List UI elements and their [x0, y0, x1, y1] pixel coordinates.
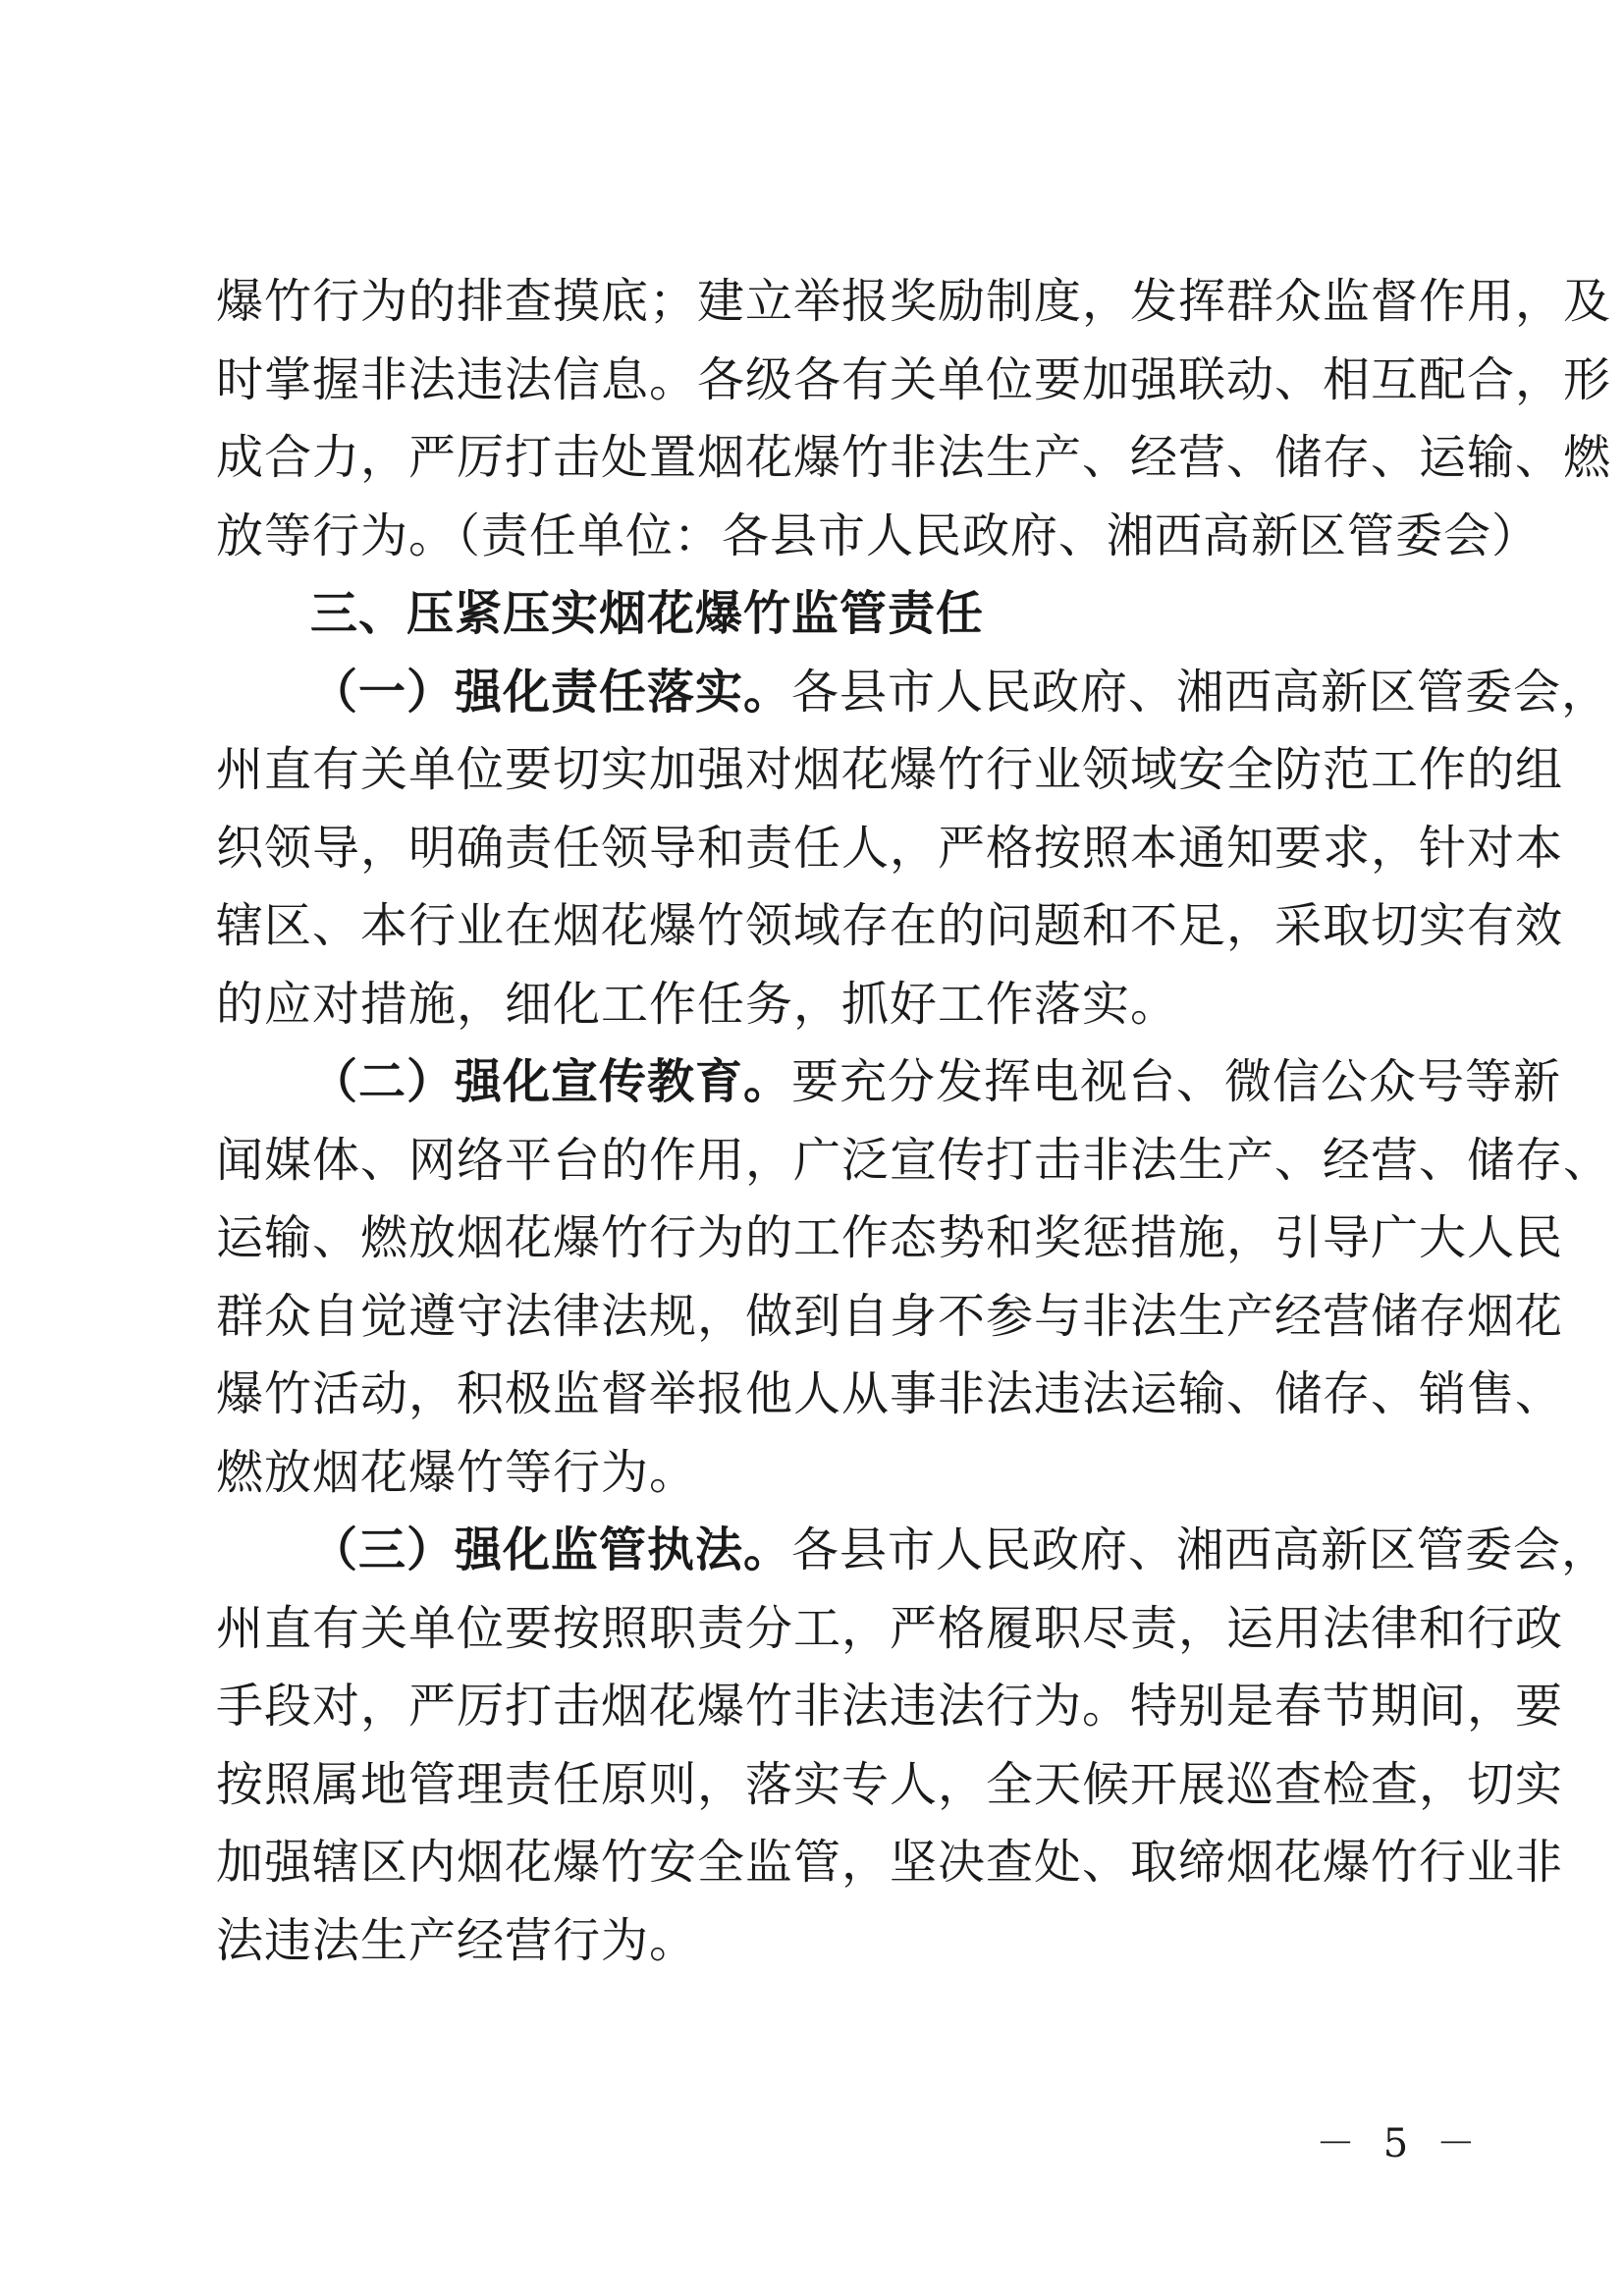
subsection-3: [216, 1512, 1610, 1980]
subsection-1: [216, 654, 1610, 1044]
text-line: 手段对，严厉打击烟花爆竹非法违法行为。特别是春节期间，要: [216, 1679, 1564, 1734]
text-line: 加强辖区内烟花爆竹安全监管，坚决查处、取缔烟花爆竹行业非: [216, 1835, 1564, 1890]
text-line: 闻媒体、网络平台的作用，广泛宣传打击非法生产、经营、储存、: [216, 1132, 1612, 1188]
paragraph-continuation: [216, 263, 1612, 575]
subsection-first-line-text: 各县市人民政府、湘西高新区管委会，: [791, 1522, 1610, 1577]
subsection-first-line: [216, 1043, 1562, 1122]
subsection-first-line-text: 要充分发挥电视台、微信公众号等新: [791, 1054, 1562, 1109]
section-heading-text: 三、压紧压实烟花爆竹监管责任: [310, 586, 985, 641]
text-line: 州直有关单位要切实加强对烟花爆竹行业领域安全防范工作的组: [216, 742, 1564, 797]
text-line: 运输、燃放烟花爆竹行为的工作态势和奖惩措施，引导广大人民: [216, 1210, 1564, 1265]
text-line: 的应对措施，细化工作任务，抓好工作落实。: [216, 976, 1179, 1032]
text-line: 群众自觉遵守法律法规，做到自身不参与非法生产经营储存烟花: [216, 1288, 1564, 1344]
text-line: 辖区、本行业在烟花爆竹领域存在的问题和不足，采取切实有效: [216, 898, 1564, 953]
page-number: － 5 －: [1316, 2121, 1484, 2166]
text-line: 法违法生产经营行为。: [216, 1912, 698, 1968]
text-line: 燃放烟花爆竹等行为。: [216, 1444, 698, 1500]
text-line: 爆竹行为的排查摸底；建立举报奖励制度，发挥群众监督作用，及: [216, 274, 1612, 329]
document-body: [216, 263, 1612, 1980]
section-heading: [216, 575, 1434, 654]
subsection-title: （二）强化宣传教育。: [310, 1054, 792, 1109]
text-line: 按照属地管理责任原则，落实专人，全天候开展巡查检查，切实: [216, 1756, 1564, 1812]
subsection-first-line-text: 各县市人民政府、湘西高新区管委会，: [791, 664, 1610, 720]
subsection-title: （一）强化责任落实。: [310, 664, 792, 720]
text-line: 爆竹活动，积极监督举报他人从事非法违法运输、储存、销售、: [216, 1366, 1564, 1421]
subsection-2: [216, 1043, 1612, 1512]
subsection-title: （三）强化监管执法。: [310, 1522, 792, 1577]
subsection-first-line: [216, 654, 1610, 732]
text-line: 州直有关单位要按照职责分工，严格履职尽责，运用法律和行政: [216, 1600, 1564, 1656]
subsection-first-line: [216, 1512, 1610, 1590]
text-line: 放等行为。（责任单位：各县市人民政府、湘西高新区管委会）: [216, 507, 1541, 563]
text-line: 成合力，严厉打击处置烟花爆竹非法生产、经营、储存、运输、燃: [216, 430, 1612, 485]
text-line: 织领导，明确责任领导和责任人，严格按照本通知要求，针对本: [216, 820, 1564, 876]
text-line: 时掌握非法违法信息。各级各有关单位要加强联动、相互配合，形: [216, 351, 1612, 407]
